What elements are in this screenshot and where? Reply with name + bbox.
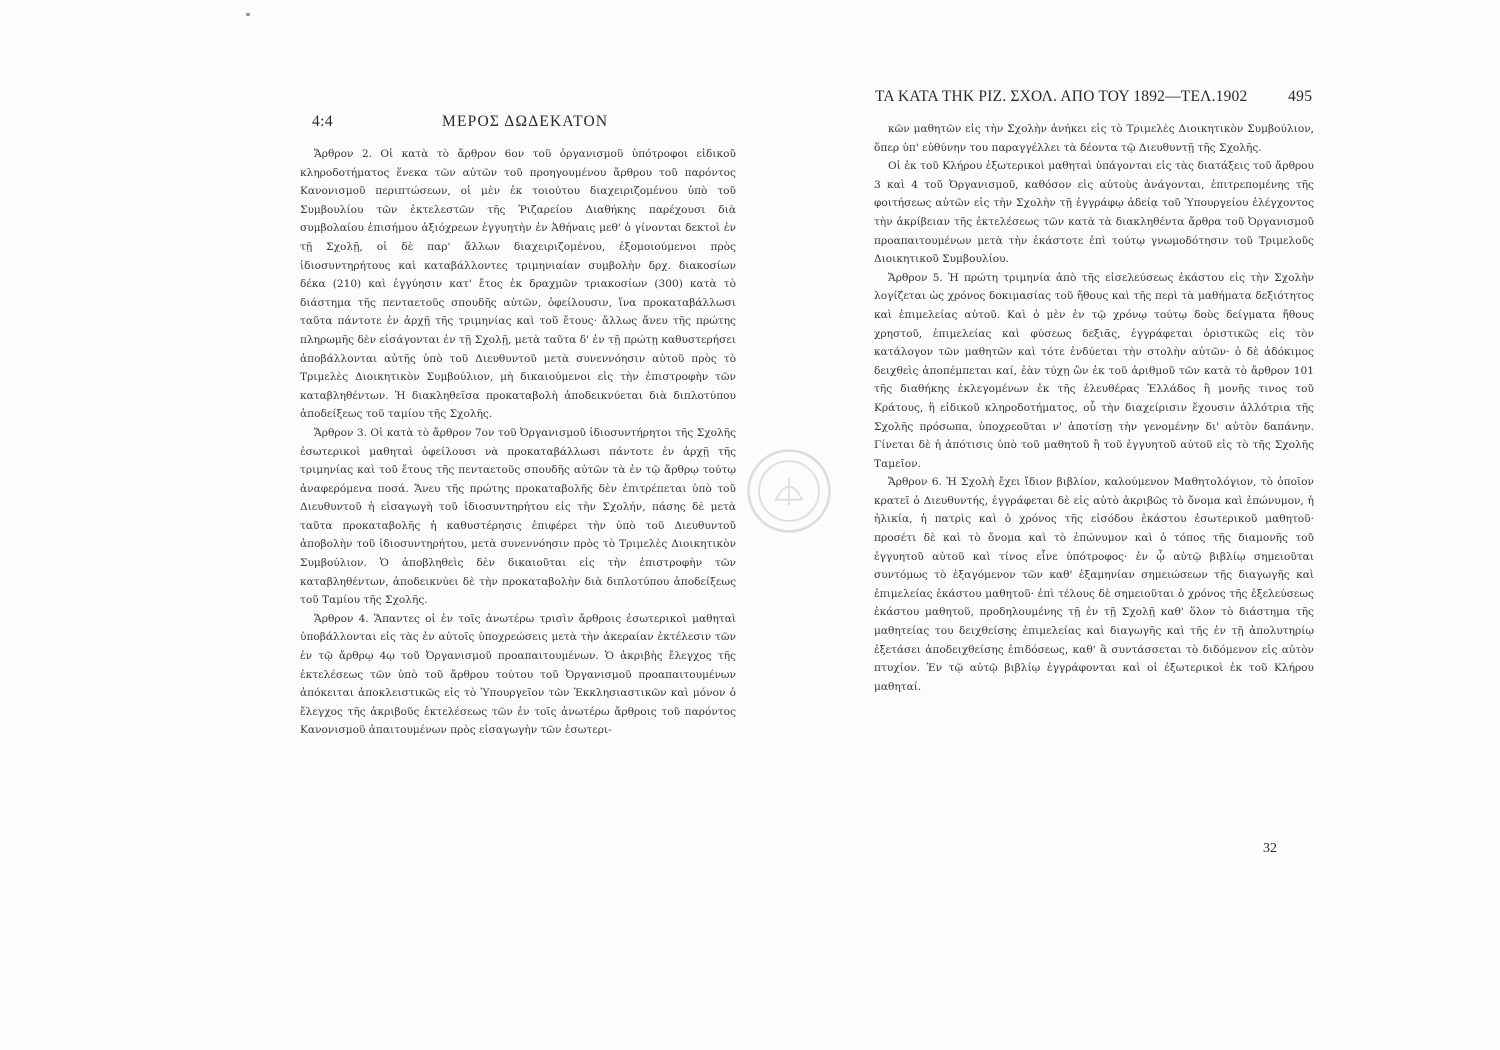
left-paragraph-article-4: Ἄρθρον 4. Ἅπαντες οἱ ἐν τοῖς ἀνωτέρω τρισὶν ἄρθροις ἐσωτερικοὶ μαθηταὶ ὑποβάλλονται εἰς τὰς ἐν αὐτοῖς ὑποχρεώσεις μετὰ τὴν ἀκεραίαν ἐκτέλεσιν τῶν ἐν τῷ ἄρθρῳ 4ῳ τοῦ Ὀργανισμοῦ προαπαιτουμένων. Ὁ ἀκριβὴς ἔλεγχος τῆς ἐκτελέσεως τῶν ὑπὸ τοῦ ἄρθρου τούτου τοῦ Ὀργανισμοῦ προαπαιτουμένων ἀπόκειται ἀποκλειστικῶς εἰς τὸ Ὑπουργεῖον τῶν Ἐκκλησιαστικῶν καὶ μόνον ὁ ἔλεγχος τῆς ἀκριβοῦς ἐκτελέσεως τῶν ἐν τοῖς ἀνωτέρω ἄρθροις τοῦ παρόντος Κανονισμοῦ ἀπαιτουμένων πρὸς εἰσαγωγὴν τῶν ἐσωτερι-: [300, 612, 736, 737]
right-paragraph-article-5: Ἄρθρον 5. Ἡ πρώτη τριμηνία ἀπὸ τῆς εἰσελεύσεως ἑκάστου εἰς τὴν Σχολὴν λογίζεται ὡς χρόνος δοκιμασίας τοῦ ἤθους καὶ τῆς περὶ τὰ μαθήματα δεξιότητος καὶ ἐπιμελείας αὐτοῦ. Καὶ ὁ μὲν ἐν τῷ χρόνῳ τούτῳ δοὺς δείγματα ἤθους χρηστοῦ, ἐπιμελείας καὶ φύσεως δεξιᾶς, ἐγγράφεται ὁριστικῶς εἰς τὸν κατάλογον τῶν μαθητῶν καὶ τότε ἐνδύεται τὴν στολὴν αὐτῶν· ὁ δὲ ἀδόκιμος δειχθεὶς ἀποπέμπεται καί, ἐὰν τύχῃ ὢν ἐκ τοῦ ἀριθμοῦ τῶν κατὰ τὸ ἄρθρον 101 τῆς διαθήκης ἐκλεγομένων ἐκ τῆς ἐλευθέρας Ἑλλάδος ἢ μονῆς τινος τοῦ Κράτους, ἢ εἰδικοῦ κληροδοτήματος, οὗ τὴν διαχείρισιν ἔχουσιν ἀλλότρια τῆς Σχολῆς πρόσωπα, ὑποχρεοῦται ν' ἀποτίσῃ τὴν γενομένην δι' αὐτὸν δαπάνην. Γίνεται δὲ ἡ ἀπότισις ὑπὸ τοῦ μαθητοῦ ἢ τοῦ ἐγγυητοῦ αὐτοῦ εἰς τὸ τῆς Σχολῆς Ταμεῖον.: [874, 271, 1314, 470]
left-running-title: ΜΕΡΟΣ ΔΩΔΕΚΑΤΟΝ: [442, 113, 609, 130]
library-stamp-icon: [745, 447, 833, 535]
left-paragraph-article-3: Ἄρθρον 3. Οἱ κατὰ τὸ ἄρθρον 7ον τοῦ Ὀργανισμοῦ ἰδιοσυντήρητοι τῆς Σχολῆς ἐσωτερικοὶ μαθηταὶ ὀφείλουσι νὰ προκαταβάλλωσι πάντοτε ἐν ἀρχῇ τῆς τριμηνίας καὶ τοῦ ἔτους τῆς πενταετοῦς σπουδῆς αὐτῶν τὰ ἐν τῷ ἄρθρῳ τούτῳ ἀναφερόμενα ποσά. Ἄνευ τῆς πρώτης προκαταβολῆς δὲν ἐπιτρέπεται ὑπὸ τοῦ Διευθυντοῦ ἡ εἰσαγωγὴ τοῦ ἰδιοσυντηρήτου εἰς τὴν Σχολήν, πάσης δὲ μετὰ ταῦτα προκαταβολῆς ἡ καθυστέρησις ἐπιφέρει τὴν ὑπὸ τοῦ Διευθυντοῦ ἀποβολὴν τοῦ ἰδιοσυντηρήτου, μετὰ συνεννόησιν πρὸς τὸ Τριμελὲς Διοικητικὸν Συμβούλιον. Ὁ ἀποβληθεὶς δὲν δικαιοῦται εἰς τὴν ἐπιστροφὴν τῶν καταβληθέντων, ἀποδεικνύει δὲ τὴν προκαταβολὴν διὰ διπλοτύπου ἀποδείξεως τοῦ Ταμίου τῆς Σχολῆς.: [300, 426, 736, 607]
right-body-text: [874, 120, 1314, 696]
signature-mark: 32: [1263, 841, 1277, 856]
left-paragraph-article-2: Ἄρθρον 2. Οἱ κατὰ τὸ ἄρθρον 6ον τοῦ ὀργανισμοῦ ὑπότροφοι εἰδικοῦ κληροδοτήματος ἕνεκα τῶν αὐτῶν τοῦ προηγουμένου ἄρθρου τοῦ παρόντος Κανονισμοῦ περιπτώσεων, οἱ μὲν ἐκ τοιούτου διαχειριζομένου ὑπὸ τοῦ Συμβουλίου τῶν ἐκτελεστῶν τῆς Ῥιζαρείου Διαθήκης παρέχουσι διὰ συμβολαίου ἐπισήμου ἀξιόχρεων ἐγγυητὴν ἐν Ἀθήναις μεθ' ὁ γίνονται δεκτοὶ ἐν τῇ Σχολῇ, οἱ δὲ παρ' ἄλλων διαχειριζομένου, ἐξομοιούμενοι πρὸς ἰδιοσυντηρήτους καὶ καταβάλλοντες τριμηνιαίαν συμβολὴν δρχ. διακοσίων δέκα (210) καὶ ἐγγύησιν κατ' ἔτος ἐκ δραχμῶν τριακοσίων (300) κατὰ τὸ διάστημα τῆς πενταετοῦς σπουδῆς αὐτῶν, ὀφείλουσιν, ἵνα προκαταβάλλωσι ταῦτα πάντοτε ἐν ἀρχῇ τῆς τριμηνίας καὶ τοῦ ἔτους· ἄλλως ἄνευ τῆς πρώτης πληρωμῆς δὲν εἰσάγονται ἐν τῇ Σχολῇ, μετὰ ταῦτα δ' ἐν τῇ πρώτῃ καθυστερήσει ἀποβάλλονται αὐτῆς ὑπὸ τοῦ Διευθυντοῦ μετὰ συνεννόησιν αὐτοῦ πρὸς τὸ Τριμελὲς Διοικητικὸν Συμβούλιον, μὴ δικαιούμενοι εἰς τὴν ἐπιστροφὴν τῶν καταβληθέντων. Ἡ διακληθεῖσα προκαταβολὴ ἀποδεικνύεται διὰ διπλοτύπου ἀποδείξεως τοῦ ταμίου τῆς Σχολῆς.: [300, 148, 736, 421]
right-page-number: 495: [1288, 88, 1313, 105]
right-running-title: ΤΑ ΚΑΤΑ ΤΗΚ ΡΙΖ. ΣΧΟΛ. ΑΠΟ ΤΟΥ 1892—ΤΕΛ.1902: [875, 88, 1248, 105]
right-paragraph-continuation: κῶν μαθητῶν εἰς τὴν Σχολὴν ἀνήκει εἰς τὸ Τριμελὲς Διοικητικὸν Συμβούλιον, ὅπερ ὑπ' εὐθύνην του παραγγέλλει τὰ δέοντα τῷ Διευθυντῇ τῆς Σχολῆς.: [874, 123, 1314, 154]
right-paragraph-article-6: Ἄρθρον 6. Ἡ Σχολὴ ἔχει ἴδιον βιβλίον, καλούμενον Μαθητολόγιον, τὸ ὁποῖον κρατεῖ ὁ Διευθυντής, ἐγγράφεται δὲ εἰς αὐτὸ ἀκριβῶς τὸ ὄνομα καὶ ἐπώνυμον, ἡ ἡλικία, ἡ πατρὶς καὶ ὁ χρόνος τῆς εἰσόδου ἑκάστου ἐσωτερικοῦ μαθητοῦ· προσέτι δὲ καὶ τὸ ὄνομα καὶ τὸ ἐπώνυμον καὶ ὁ τόπος τῆς διαμονῆς τοῦ ἐγγυητοῦ αὐτοῦ καὶ τίνος εἶνε ὑπότροφος· ἐν ᾧ αὐτῷ βιβλίῳ σημειοῦται συντόμως τὸ ἐξαγόμενον τῶν καθ' ἑξαμηνίαν σημειώσεων τῆς διαγωγῆς καὶ ἐπιμελείας ἑκάστου μαθητοῦ· ἐπὶ τέλους δὲ σημειοῦται ὁ χρόνος τῆς ἐξελεύσεως ἑκάστου μαθητοῦ, προδηλουμένης τῇ ἐν τῇ Σχολῇ καθ' ὅλον τὸ διάστημα τῆς μαθητείας του δειχθείσης ἐπιμελείας καὶ διαγωγῆς καὶ τῆς ἐν τῇ ἀπολυτηρίῳ ἐξετάσει ἀποδειχθείσης ἐπιδόσεως, καθ' ἃ συντάσσεται τὸ διδόμενον εἰς αὐτὸν πτυχίον. Ἐν τῷ αὐτῷ βιβλίῳ ἐγγράφονται καὶ οἱ ἐξωτερικοὶ ἐκ τοῦ Κλήρου μαθηταί.: [874, 476, 1314, 693]
right-paragraph-external-students: Οἱ ἐκ τοῦ Κλήρου ἐξωτερικοὶ μαθηταὶ ὑπάγονται εἰς τὰς διατάξεις τοῦ ἄρθρου 3 καὶ 4 τοῦ Ὀργανισμοῦ, καθόσον εἰς αὐτοὺς ἀνάγονται, ἐπιτρεπομένης τῆς φοιτήσεως αὐτῶν εἰς τὴν Σχολὴν τῇ ἐγγράφῳ ἀδείᾳ τοῦ Ὑπουργείου ἐλέγχοντος τὴν ἀκρίβειαν τῆς ἐκτελέσεως τῶν κατὰ τὰ διακληθέντα ἄρθρα τοῦ Ὀργανισμοῦ προαπαιτουμένων μετὰ τὴν ἑκάστοτε ἐπὶ τούτῳ γνωμοδότησιν τοῦ Τριμελοῦς Διοικητικοῦ Συμβουλίου.: [874, 160, 1314, 266]
left-body-text: [300, 145, 736, 740]
left-page-number: 4:4: [312, 113, 334, 130]
right-page: [750, 0, 1500, 1050]
